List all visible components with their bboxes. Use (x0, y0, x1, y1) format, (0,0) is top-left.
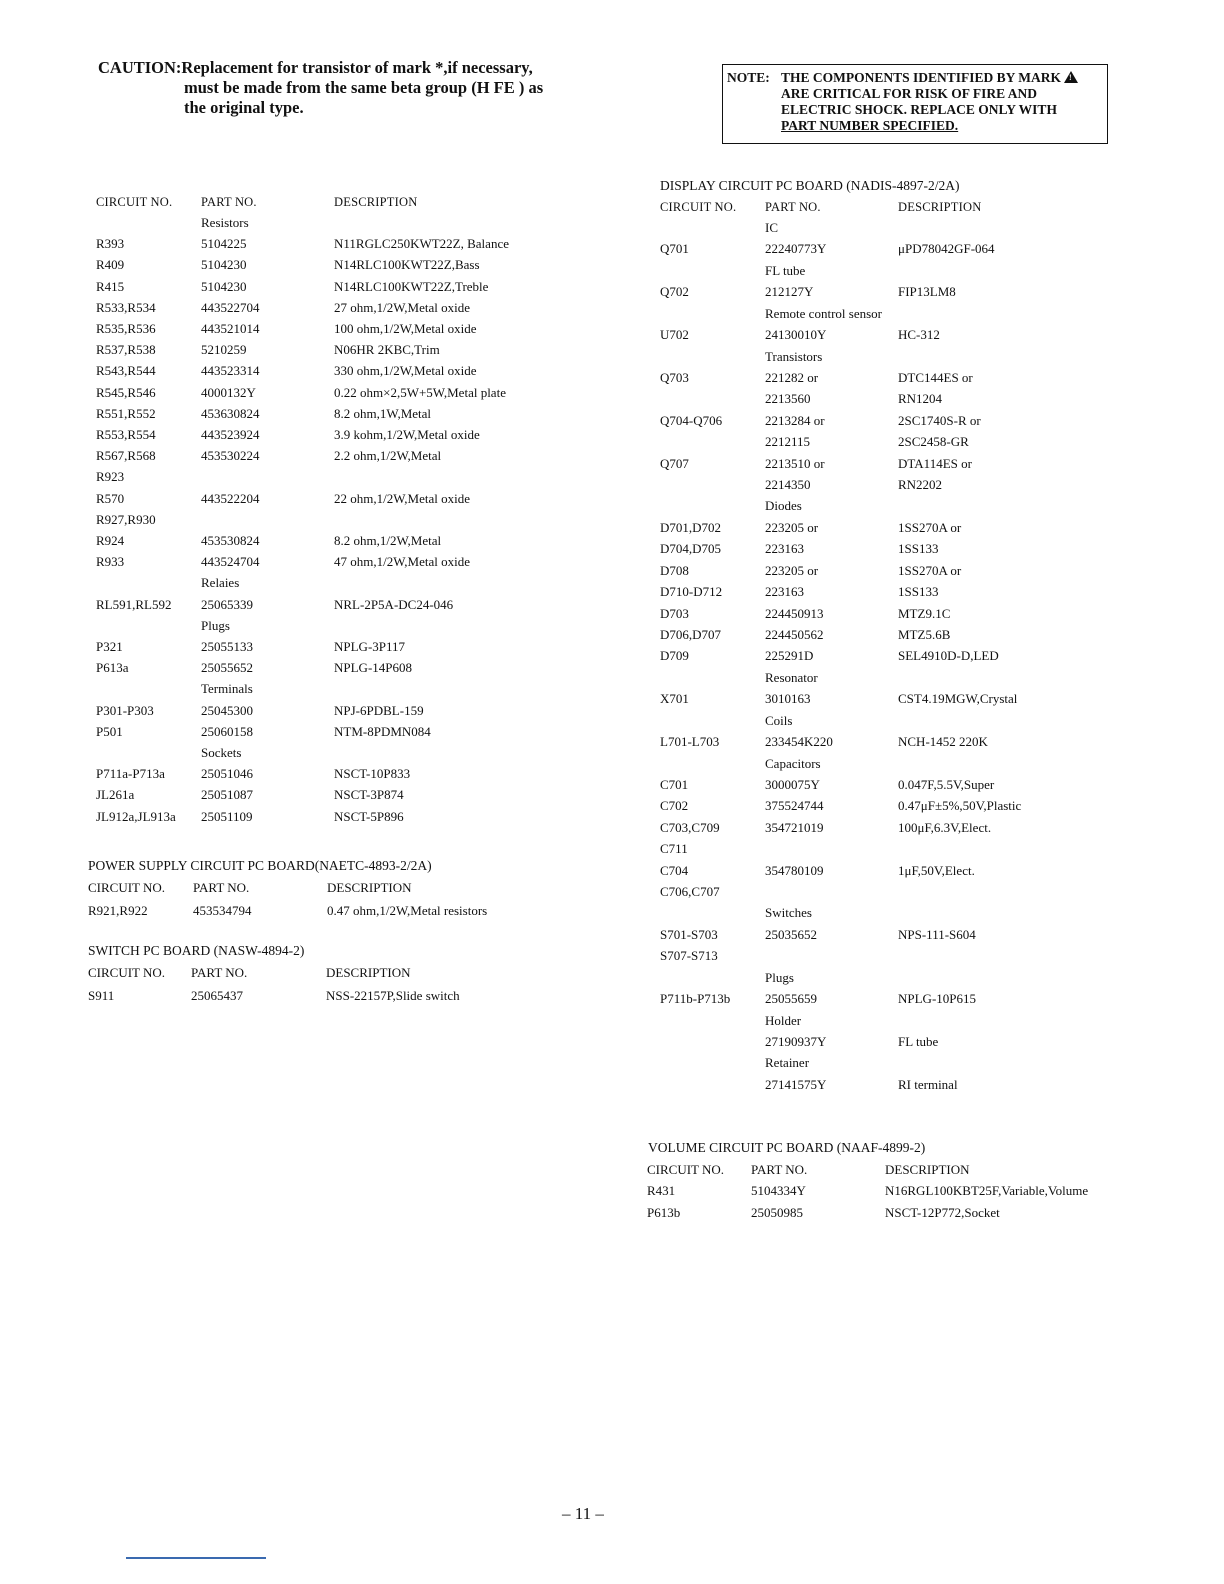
circuit-no-cell: U702 (660, 327, 689, 343)
description-cell: 0.47μF±5%,50V,Plastic (898, 798, 1022, 814)
part-no-cell: IC (765, 220, 778, 235)
part-no-cell: 5210259 (201, 342, 247, 358)
description-cell: 8.2 ohm,1/2W,Metal (334, 533, 442, 548)
description-cell: FL tube (898, 1033, 939, 1049)
caution-line-1: CAUTION:Replacement for transistor of mark *,if necessary, (98, 58, 533, 77)
circuit-no-cell: C711 (660, 841, 688, 857)
part-no-cell: 27190937Y (765, 1033, 827, 1049)
page-number: – 11 – (562, 1504, 604, 1523)
description-cell: DTA114ES or (898, 455, 972, 471)
description-cell: NSCT-5P896 (334, 808, 404, 824)
description-cell: NPLG-14P608 (334, 660, 413, 676)
part-no-cell: 221282 or (765, 369, 819, 385)
part-no-cell: 24130010Y (765, 327, 827, 343)
circuit-no-cell: P711a-P713a (96, 766, 165, 782)
description-cell: 100μF,6.3V,Elect. (898, 819, 992, 835)
description-cell: 2.2 ohm,1/2W,Metal (334, 448, 442, 464)
circuit-no-cell: R933 (96, 554, 125, 570)
description-cell: NSCT-12P772,Socket (885, 1204, 1000, 1220)
note-line-1: THE COMPONENTS IDENTIFIED BY MARK (781, 70, 1062, 85)
part-no-cell: Capacitors (765, 755, 821, 771)
circuit-no-cell: R415 (96, 278, 125, 294)
part-no-cell: Plugs (201, 617, 230, 633)
footer-rule (126, 1557, 266, 1559)
circuit-no-cell: RL591,RL592 (96, 596, 172, 612)
column-header: CIRCUIT NO. (88, 880, 166, 895)
description-cell: 8.2 ohm,1W,Metal (334, 405, 432, 421)
part-no-cell: 224450913 (765, 605, 824, 621)
description-cell: 2SC2458-GR (898, 434, 969, 450)
warning-triangle-icon (1064, 71, 1078, 83)
part-no-cell: 5104230 (201, 278, 247, 294)
description-cell: 1μF,50V,Elect. (898, 862, 975, 878)
circuit-no-cell: L701-L703 (660, 734, 720, 750)
volume-board-title: VOLUME CIRCUIT PC BOARD (NAAF-4899-2) (648, 1140, 926, 1155)
part-no-cell: 2213560 (765, 391, 811, 407)
part-no-cell: 453530224 (201, 448, 260, 464)
part-no-cell: Relaies (201, 575, 240, 591)
circuit-no-cell: D709 (660, 648, 689, 664)
part-no-cell: Transistors (765, 348, 823, 364)
circuit-no-cell: P321 (96, 639, 123, 654)
part-no-cell: 223205 or (765, 562, 819, 578)
part-no-cell: Switches (765, 905, 812, 921)
circuit-no-cell: P301-P303 (96, 702, 154, 718)
description-cell: NPJ-6PDBL-159 (334, 702, 424, 718)
part-no-cell: 443523924 (201, 427, 260, 442)
power-supply-title: POWER SUPPLY CIRCUIT PC BOARD(NAETC-4893-2/2A) (88, 858, 432, 873)
part-no-cell: 25050985 (751, 1204, 803, 1220)
part-no-cell: Retainer (765, 1055, 810, 1071)
description-cell: MTZ5.6B (898, 626, 951, 642)
part-no-cell: Terminals (201, 681, 253, 697)
part-no-cell: 5104334Y (751, 1183, 806, 1198)
description-cell: DTC144ES or (898, 369, 973, 385)
circuit-no-cell: Q701 (660, 241, 689, 257)
description-cell: RI terminal (898, 1076, 958, 1092)
part-no-cell: 27141575Y (765, 1076, 827, 1092)
part-no-cell: 25051087 (201, 787, 253, 803)
switch-board-title: SWITCH PC BOARD (NASW-4894-2) (88, 943, 305, 958)
part-no-cell: 212127Y (765, 284, 814, 300)
part-no-cell: 22240773Y (765, 241, 827, 257)
part-no-cell: 443521014 (201, 321, 260, 336)
circuit-no-cell: D703 (660, 605, 689, 621)
circuit-no-cell: C702 (660, 798, 689, 814)
description-cell: NPS-111-S604 (898, 926, 976, 942)
note-label: NOTE: (727, 70, 770, 85)
column-header: CIRCUIT NO. (88, 965, 166, 980)
column-header: PART NO. (765, 200, 821, 214)
part-no-cell: 354721019 (765, 819, 824, 835)
circuit-no-cell: Q703 (660, 369, 689, 385)
part-no-cell: 25055652 (201, 660, 253, 676)
circuit-no-cell: R927,R930 (96, 511, 156, 527)
circuit-no-cell: P613a (96, 660, 129, 676)
circuit-no-cell: R533,R534 (96, 299, 156, 315)
description-cell: 2SC1740S-R or (898, 412, 981, 428)
description-cell: N16RGL100KBT25F,Variable,Volume (885, 1183, 1089, 1198)
circuit-no-cell: X701 (660, 691, 689, 707)
description-cell: 0.22 ohm×2,5W+5W,Metal plate (334, 384, 506, 400)
caution-line-3: the original type. (184, 98, 304, 117)
circuit-no-cell: Q707 (660, 455, 689, 471)
description-cell: MTZ9.1C (898, 605, 951, 621)
circuit-no-cell: S911 (88, 988, 115, 1003)
circuit-no-cell: P711b-P713b (660, 991, 731, 1007)
description-cell: 1SS270A or (898, 562, 962, 578)
part-no-cell: 25065339 (201, 596, 253, 612)
description-cell: NCH-1452 220K (898, 734, 988, 750)
description-cell: NPLG-10P615 (898, 991, 977, 1007)
description-cell: 100 ohm,1/2W,Metal oxide (334, 321, 477, 336)
circuit-no-cell: R409 (96, 257, 125, 273)
note-line-2: ARE CRITICAL FOR RISK OF FIRE AND (781, 86, 1038, 101)
part-no-cell: Resistors (201, 215, 249, 230)
caution-note (98, 58, 618, 118)
column-header: CIRCUIT NO. (660, 200, 737, 214)
circuit-no-cell: R393 (96, 236, 125, 252)
display-board-title: DISPLAY CIRCUIT PC BOARD (NADIS-4897-2/2A) (660, 178, 960, 193)
caution-line-2: must be made from the same beta group (H FE ) as (184, 78, 544, 97)
circuit-no-cell: D704,D705 (660, 541, 722, 557)
column-header: DESCRIPTION (326, 965, 411, 980)
column-header: PART NO. (201, 195, 257, 209)
part-no-cell: 224450562 (765, 626, 824, 642)
column-header: PART NO. (193, 880, 250, 895)
part-no-cell: 225291D (765, 648, 814, 664)
circuit-no-cell: R567,R568 (96, 448, 156, 464)
description-cell: NSCT-3P874 (334, 787, 404, 803)
note-line-4: PART NUMBER SPECIFIED. (781, 118, 959, 133)
circuit-no-cell: R545,R546 (96, 384, 156, 400)
part-no-cell: FL tube (765, 262, 806, 278)
part-no-cell: 25051109 (201, 808, 253, 824)
description-cell: N11RGLC250KWT22Z, Balance (334, 236, 509, 252)
part-no-cell: 223205 or (765, 519, 819, 535)
circuit-no-cell: R570 (96, 490, 125, 506)
column-header: PART NO. (191, 965, 248, 980)
circuit-no-cell: D701,D702 (660, 519, 722, 535)
part-no-cell: Resonator (765, 669, 818, 685)
circuit-no-cell: Q704-Q706 (660, 412, 723, 428)
column-header: DESCRIPTION (898, 200, 982, 214)
note-line-3: ELECTRIC SHOCK. REPLACE ONLY WITH (781, 102, 1057, 117)
description-cell: NRL-2P5A-DC24-046 (334, 596, 454, 612)
circuit-no-cell: R551,R552 (96, 405, 156, 421)
column-header: DESCRIPTION (334, 195, 418, 209)
part-no-cell: Holder (765, 1012, 802, 1028)
part-no-cell: 25045300 (201, 702, 253, 718)
description-cell: 3.9 kohm,1/2W,Metal oxide (334, 427, 480, 442)
part-no-cell: 5104225 (201, 236, 247, 252)
description-cell: HC-312 (898, 327, 940, 343)
column-header: CIRCUIT NO. (647, 1162, 725, 1177)
description-cell: RN1204 (898, 391, 943, 407)
circuit-no-cell: S701-S703 (660, 926, 718, 942)
circuit-no-cell: P613b (647, 1204, 681, 1220)
part-no-cell: 453534794 (193, 903, 252, 918)
part-no-cell: 354780109 (765, 862, 824, 878)
part-no-cell: 233454K220 (765, 734, 833, 750)
circuit-no-cell: JL912a,JL913a (96, 808, 176, 824)
part-no-cell: 25060158 (201, 723, 253, 739)
description-cell: NPLG-3P117 (334, 639, 406, 654)
description-cell: N14RLC100KWT22Z,Bass (334, 257, 480, 273)
part-no-cell: 443522204 (201, 490, 260, 506)
description-cell: 1SS133 (898, 584, 939, 600)
description-cell: N14RLC100KWT22Z,Treble (334, 278, 489, 294)
column-header: CIRCUIT NO. (96, 195, 173, 209)
part-no-cell: 2212115 (765, 434, 811, 450)
circuit-no-cell: R923 (96, 469, 125, 485)
circuit-no-cell: D710-D712 (660, 584, 723, 600)
part-no-cell: 2213284 or (765, 412, 825, 428)
part-no-cell: 223163 (765, 541, 804, 557)
part-no-cell: 3000075Y (765, 776, 820, 792)
description-cell: SEL4910D-D,LED (898, 648, 999, 664)
part-no-cell: 25051046 (201, 766, 253, 782)
description-cell: NTM-8PDMN084 (334, 723, 431, 739)
description-cell: NSCT-10P833 (334, 766, 411, 782)
circuit-no-cell: C703,C709 (660, 819, 720, 835)
column-header: DESCRIPTION (885, 1162, 970, 1177)
description-cell: 1SS270A or (898, 519, 962, 535)
circuit-no-cell: Q702 (660, 284, 689, 300)
description-cell: RN2202 (898, 477, 943, 493)
part-no-cell: 2214350 (765, 477, 811, 493)
description-cell: N06HR 2KBC,Trim (334, 342, 440, 358)
part-no-cell: 443524704 (201, 554, 260, 570)
circuit-no-cell: R921,R922 (88, 903, 148, 918)
description-cell: 330 ohm,1/2W,Metal oxide (334, 363, 477, 379)
part-no-cell: 2213510 or (765, 455, 825, 471)
part-no-cell: 4000132Y (201, 384, 256, 400)
circuit-no-cell: D706,D707 (660, 626, 722, 642)
part-no-cell: 223163 (765, 584, 804, 600)
description-cell: FIP13LM8 (898, 284, 956, 300)
circuit-no-cell: C701 (660, 776, 689, 792)
part-no-cell: 3010163 (765, 691, 811, 707)
description-cell: CST4.19MGW,Crystal (898, 691, 1018, 707)
description-cell: μPD78042GF-064 (898, 241, 995, 257)
description-cell: 1SS133 (898, 541, 939, 557)
description-cell: 47 ohm,1/2W,Metal oxide (334, 554, 471, 570)
circuit-no-cell: R431 (647, 1183, 676, 1198)
part-no-cell: Plugs (765, 969, 794, 985)
column-header: PART NO. (751, 1162, 808, 1177)
part-no-cell: 5104230 (201, 257, 247, 273)
circuit-no-cell: C706,C707 (660, 884, 720, 900)
circuit-no-cell: R535,R536 (96, 321, 156, 336)
description-cell: 22 ohm,1/2W,Metal oxide (334, 490, 471, 506)
circuit-no-cell: JL261a (96, 787, 135, 803)
description-cell: 0.47 ohm,1/2W,Metal resistors (327, 903, 488, 918)
part-no-cell: 453630824 (201, 405, 260, 421)
description-cell: 27 ohm,1/2W,Metal oxide (334, 299, 471, 315)
column-header: DESCRIPTION (327, 880, 412, 895)
circuit-no-cell: S707-S713 (660, 948, 718, 964)
circuit-no-cell: R553,R554 (96, 427, 156, 442)
part-no-cell: 443522704 (201, 299, 260, 315)
description-cell: NSS-22157P,Slide switch (326, 988, 460, 1003)
part-no-cell: 443523314 (201, 363, 260, 379)
part-no-cell: Coils (765, 712, 793, 728)
part-no-cell: 453530824 (201, 533, 260, 548)
circuit-no-cell: R543,R544 (96, 363, 156, 379)
circuit-no-cell: P501 (96, 723, 123, 739)
circuit-no-cell: C704 (660, 862, 689, 878)
part-no-cell: Sockets (201, 745, 242, 760)
part-no-cell: Diodes (765, 498, 802, 514)
part-no-cell: 25035652 (765, 926, 817, 942)
part-no-cell: 375524744 (765, 798, 824, 814)
circuit-no-cell: D708 (660, 562, 689, 578)
part-no-cell: 25055659 (765, 991, 817, 1007)
circuit-no-cell: R537,R538 (96, 342, 156, 358)
circuit-no-cell: R924 (96, 533, 125, 548)
part-no-cell: 25065437 (191, 988, 243, 1003)
part-no-cell: 25055133 (201, 639, 253, 654)
part-no-cell: Remote control sensor (765, 305, 882, 321)
safety-note-box (722, 64, 1108, 144)
description-cell: 0.047F,5.5V,Super (898, 776, 995, 792)
